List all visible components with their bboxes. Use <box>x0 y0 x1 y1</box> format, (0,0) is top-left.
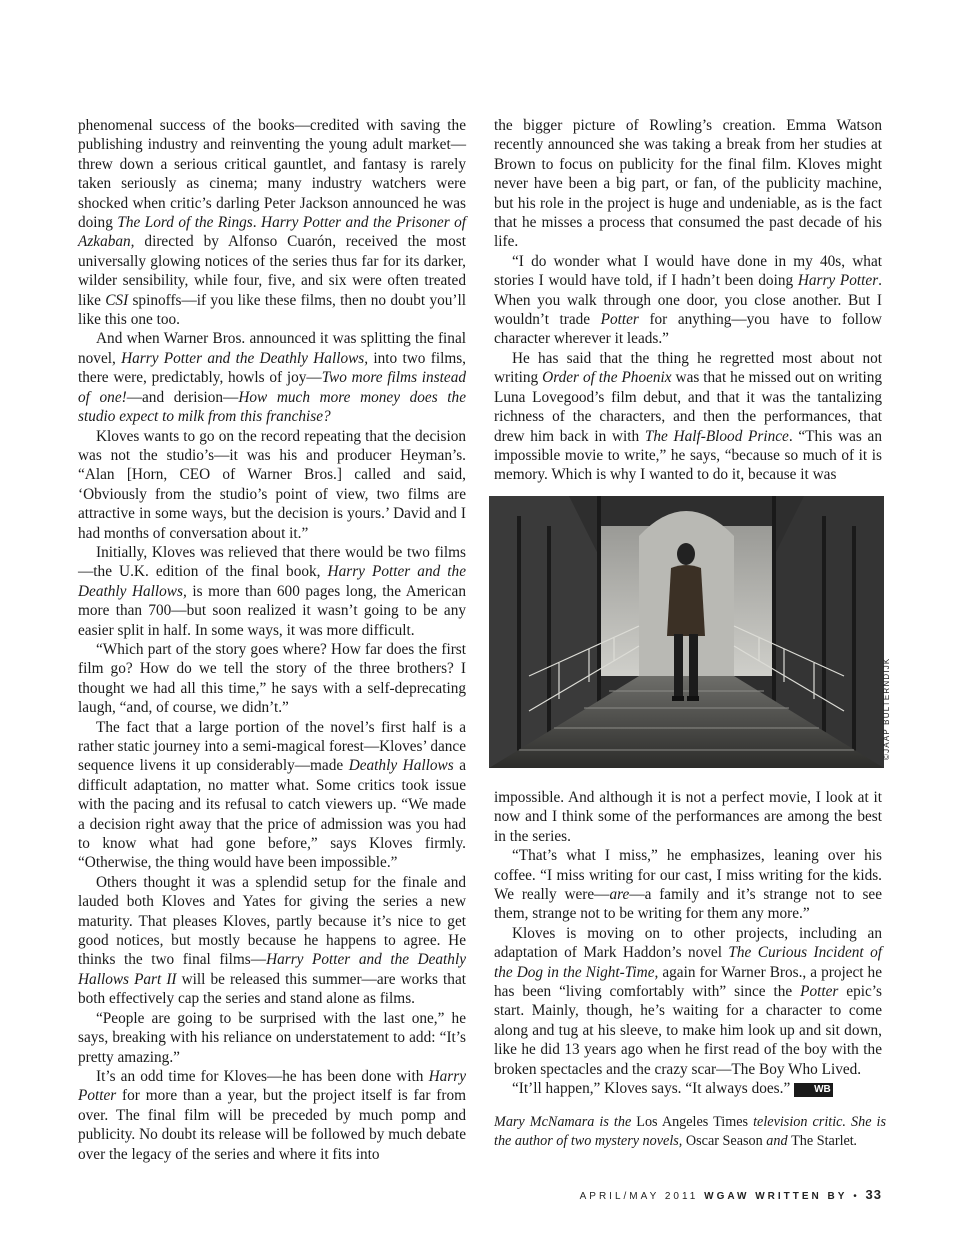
italic-text: How much more money does the studio expect to milk from this franchise? <box>78 388 466 426</box>
paragraph <box>494 252 882 349</box>
italic-text: Potter <box>800 983 839 1001</box>
page-number: 33 <box>865 1187 882 1202</box>
italic-text: Harry Potter <box>797 272 879 290</box>
text-run: “People are going to be surprised with the last one,” he says, breaking with his reliance on understatement to add: “It’s pretty amazing.” <box>78 1009 466 1066</box>
italic-text: Order of the Phoenix <box>542 369 672 387</box>
paragraph <box>494 924 882 1079</box>
text-run: for anything—you have to follow character wherever it leads.” <box>494 311 882 348</box>
italic-text: The Lord of the Rings <box>117 214 253 232</box>
text-run: . <box>252 214 262 232</box>
italic-text: Two more films instead of one! <box>78 369 466 406</box>
text-run: the bigger picture of Rowling’s creation. Emma Watson recently announced she was taking a break from her studies at Brown to focus on publicity for the final film. Kloves might never have been a big part, or fan, of the publicity machine, but his role in the project is huge and undeniable, as is the fact that he misses a process that consumed the past decade of his life. <box>494 117 882 251</box>
text-run: was that he missed out on writing Luna Lovegood’s film debut, and that it was the tantalizing richness of the characters, and then the performances, that drew him back in with <box>494 369 882 445</box>
text-run: It’s an odd time for Kloves—he has been done with <box>96 1067 429 1085</box>
italic-text: Harry Potter and the Deathly Hallows, <box>78 563 466 600</box>
text-run: is more than 600 pages long, the American more than 700—but soon realized it wasn’t going to be any easier split in half. In some ways, it was more difficult. <box>78 582 466 639</box>
text-run: into two films, there were, predictably, howls of joy— <box>78 349 466 387</box>
bridge-scene-image <box>489 496 884 768</box>
paragraph <box>494 1079 882 1098</box>
bio-title-text: Los Angeles Times <box>636 1114 749 1130</box>
text-run: a difficult adaptation, no matter what. Some critics took issue with the pacing and its refusal to catch viewers up. “We made a decision right away that the price of admission was you had to know what had gone before,” says Kloves firmly. “Otherwise, the thing would have been impossible.” <box>78 757 466 872</box>
text-run: —and derision— <box>126 388 239 406</box>
bio-text: Mary McNamara is the <box>494 1114 637 1130</box>
italic-text: Potter <box>600 311 639 329</box>
bio-title-text: Oscar Season <box>685 1133 763 1149</box>
author-bio <box>494 1113 886 1151</box>
text-run: The fact that a large portion of the novel’s first half is a rather static journey into a semi-magical forest—Kloves’ dance sequence livens it up considerably—made <box>78 718 466 775</box>
film-still-photo <box>489 496 884 768</box>
text-run: epic’s start. Mainly, though, he’s waiting for a character to come along and tug at his sleeve, to make him look up and sit down, like he did 13 years ago when he first read of the boy with the broken spectacles and the crazy scar—The Boy Who Lived. <box>494 983 882 1078</box>
text-run: will be released this summer—are works that both effectively cap the series and stand alone as films. <box>78 970 466 1008</box>
footer-publication: WGAW WRITTEN BY <box>704 1191 848 1202</box>
paragraph <box>78 543 466 640</box>
paragraph <box>78 1009 466 1067</box>
text-run: “That’s what I miss,” he emphasizes, leaning over his coffee. “I miss writing for our cast, I miss writing for the kids. We really were— <box>494 847 882 904</box>
text-run: . When you walk through one door, you close another. But I wouldn’t trade <box>494 272 882 329</box>
paragraph <box>78 640 466 718</box>
text-run: Others thought it was a splendid setup for the finale and lauded both Kloves and Yates for giving the series a new maturity. That pleases Kloves, partly because it’s nice to get good notices, but mostly because he happens to agree. He thinks the two final films— <box>78 873 466 969</box>
footer-issue-date: APRIL/MAY 2011 <box>579 1191 699 1202</box>
italic-text: The Half-Blood Prince <box>644 427 789 445</box>
text-run: phenomenal success of the books—credited with saving the publishing industry and reinventing the young adult market—threw down a serious critical gauntlet, and fantasy is rarely taken seriously as cinema; many industry watchers were shocked when critic’s darling Peter Jackson announced he was doing <box>78 117 466 232</box>
text-run: Kloves is moving on to other projects, including an adaptation of Mark Haddon’s novel <box>494 924 882 962</box>
bio-text: and <box>762 1133 792 1149</box>
paragraph <box>78 427 466 543</box>
text-run: again for Warner Bros., a project he has been “living comfortably with” since the <box>494 963 882 1001</box>
italic-text: Harry Potter <box>78 1067 466 1105</box>
footer-bullet: • <box>853 1191 860 1202</box>
bio-title-text: The Starlet <box>791 1133 854 1149</box>
paragraph <box>78 329 466 426</box>
paragraph <box>494 349 882 485</box>
paragraph <box>78 116 466 329</box>
italic-text: CSI <box>105 291 129 309</box>
text-run: impossible. And although it is not a perfect movie, I look at it now and I think some of the performances are among the best in the series. <box>494 789 882 845</box>
paragraph <box>78 718 466 873</box>
page-footer <box>580 1187 882 1202</box>
italic-text: Deathly Hallows <box>348 757 454 775</box>
text-run: spinoffs—if you like these films, then no doubt you’ll like this one too. <box>78 291 467 329</box>
italic-text: Harry Potter and the Deathly Hallows Part II <box>78 951 466 988</box>
end-mark-icon: WB <box>794 1083 833 1097</box>
article-column-right-top <box>494 116 882 485</box>
paragraph <box>494 846 882 924</box>
text-run: He has said that the thing he regretted most about not writing <box>494 349 882 387</box>
paragraph <box>78 1067 466 1164</box>
bio-text: . <box>853 1133 858 1149</box>
article-column-left <box>78 116 466 1164</box>
text-run: directed by Alfonso Cuarón, received the most universally glowing notices of the series thus far for its darker, wilder sensibility, while four, five, and six were often treated like <box>78 233 466 309</box>
paragraph <box>494 116 882 252</box>
text-run: “Which part of the story goes where? How far does the first film go? How do we tell the story of the three brothers? I thought we had all this time,” he says with a self-deprecating laugh, “and, of course, we didn’t.” <box>78 640 466 717</box>
paragraph <box>494 788 882 846</box>
bio-text: television critic. She is the author of two mystery novels, <box>494 1114 886 1149</box>
text-run: “It’ll happen,” Kloves says. “It always does.” <box>512 1080 795 1098</box>
italic-text: Harry Potter and the Prisoner of Azkaban, <box>78 214 467 251</box>
text-run: . “This was an impossible movie to write,” he says, “because so much of it is memory. Which is why I wanted to do it, because it was <box>494 427 882 484</box>
text-run: —a family and it’s strange not to see them, strange not to be writing for them any more.” <box>494 886 882 923</box>
text-run: Initially, Kloves was relieved that there would be two films—the U.K. edition of the final book, <box>78 543 466 581</box>
text-run: “I do wonder what I would have done in my 40s, what stories I would have told, if I hadn’t been doing <box>494 252 882 290</box>
italic-text: Harry Potter and the Deathly Hallows, <box>121 349 369 367</box>
italic-text: The Curious Incident of the Dog in the Night-Time, <box>494 944 882 981</box>
photo-credit: ©JAAP BULTERNDIJK <box>882 657 891 760</box>
text-run: Kloves wants to go on the record repeating that the decision was not the studio’s—it was his and producer Heyman’s. “Alan [Horn, CEO of Warner Bros.] called and said, ‘Obviously from the studio’s point of view, two films are attractive in some ways, but the decision is yours.’ David and I had months of conversation about it.” <box>78 427 466 542</box>
article-column-right-bottom <box>494 788 882 1099</box>
text-run: And when Warner Bros. announced it was splitting the final novel, <box>78 330 466 367</box>
text-run: for more than a year, but the project itself is far from over. The final film will be preceded by much pomp and publicity. No doubt its release will be followed by much debate over the legacy of the series and where it fits into <box>78 1087 466 1163</box>
paragraph <box>78 873 466 1009</box>
italic-text: are <box>609 886 630 904</box>
